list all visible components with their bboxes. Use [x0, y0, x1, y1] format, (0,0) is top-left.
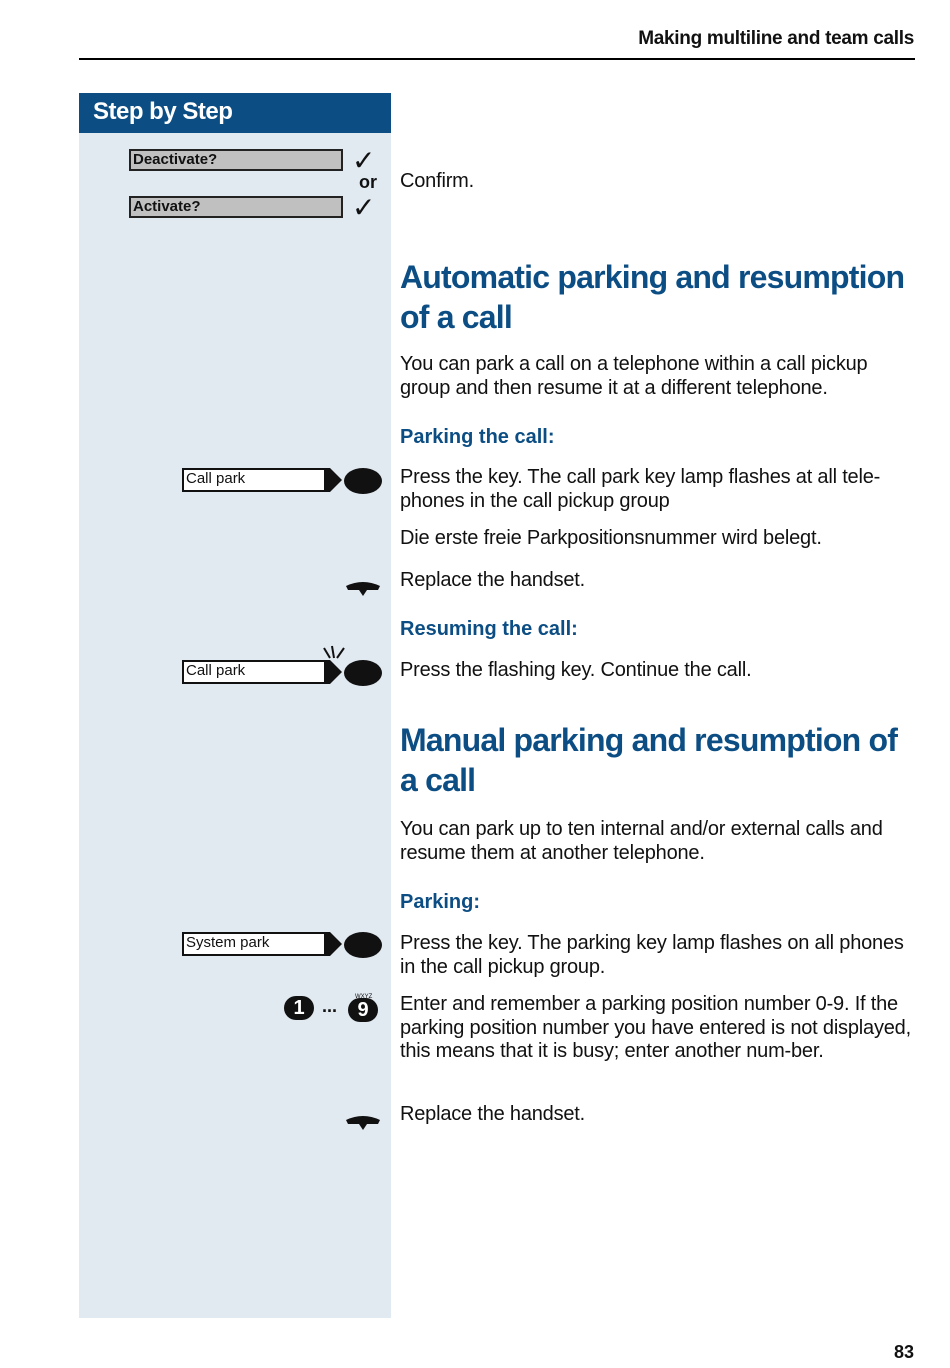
press-parking-key-text: Press the key. The parking key lamp flashes on all phones in the call pickup group.: [400, 932, 904, 978]
sidebar-header: [79, 93, 391, 133]
handset-down-icon: [344, 1112, 382, 1132]
running-header: Making multiline and team calls: [638, 28, 914, 49]
menu-option-deactivate[interactable]: Deactivate?: [129, 149, 343, 171]
key-lamp-icon: [344, 660, 382, 686]
header-rule: [79, 58, 915, 60]
key-lamp-icon: [344, 468, 382, 494]
press-key-text: Press the key. The call park key lamp flashes at all tele-phones in the call pickup group: [400, 466, 881, 512]
step-sidebar: [79, 93, 391, 1318]
replace-handset-text-2: Replace the handset.: [400, 1103, 586, 1125]
section-intro-manual: You can park up to ten internal and/or external calls and resume them at another telephone.: [400, 818, 883, 864]
digit-key-9-icon[interactable]: 9: [348, 998, 378, 1022]
sidebar-title: Step by Step: [93, 98, 233, 125]
section-heading-manual: Manual parking and resumption of a call: [400, 722, 898, 798]
handset-down-icon: [344, 578, 382, 598]
page-number: 83: [893, 1342, 914, 1362]
enter-position-text: Enter and remember a parking position number 0-9. If the parking position number you have entered is not displayed, this means that it is busy; enter another num-ber.: [400, 993, 911, 1062]
system-park-key[interactable]: System park: [182, 932, 330, 956]
digit-range-separator: ...: [322, 996, 338, 1016]
checkmark-icon: ✓: [352, 144, 376, 177]
digit-key-9-letters: WXYZ: [355, 994, 373, 1000]
key-pointer-icon: [330, 660, 342, 684]
key-pointer-icon: [330, 932, 342, 956]
german-note-text: Die erste freie Parkpositionsnummer wird belegt.: [400, 527, 822, 549]
key-lamp-icon: [344, 932, 382, 958]
key-pointer-icon: [330, 468, 342, 492]
call-park-key-flashing[interactable]: Call park: [182, 660, 330, 684]
or-label: or: [359, 172, 377, 192]
replace-handset-text: Replace the handset.: [400, 569, 586, 591]
call-park-key[interactable]: Call park: [182, 468, 330, 492]
menu-option-activate[interactable]: Activate?: [129, 196, 343, 218]
press-flashing-text: Press the flashing key. Continue the call.: [400, 659, 752, 681]
section-intro-automatic: You can park a call on a telephone within a call pickup group and then resume it at a different telephone.: [400, 353, 868, 399]
subheading-parking-call: Parking the call:: [400, 426, 555, 448]
checkmark-icon: ✓: [352, 191, 376, 224]
subheading-parking: Parking:: [400, 891, 481, 913]
digit-key-1-icon[interactable]: 1: [284, 996, 314, 1020]
section-heading-automatic: Automatic parking and resumption of a call: [400, 259, 905, 335]
subheading-resuming-call: Resuming the call:: [400, 618, 578, 640]
confirm-text: Confirm.: [400, 170, 474, 192]
